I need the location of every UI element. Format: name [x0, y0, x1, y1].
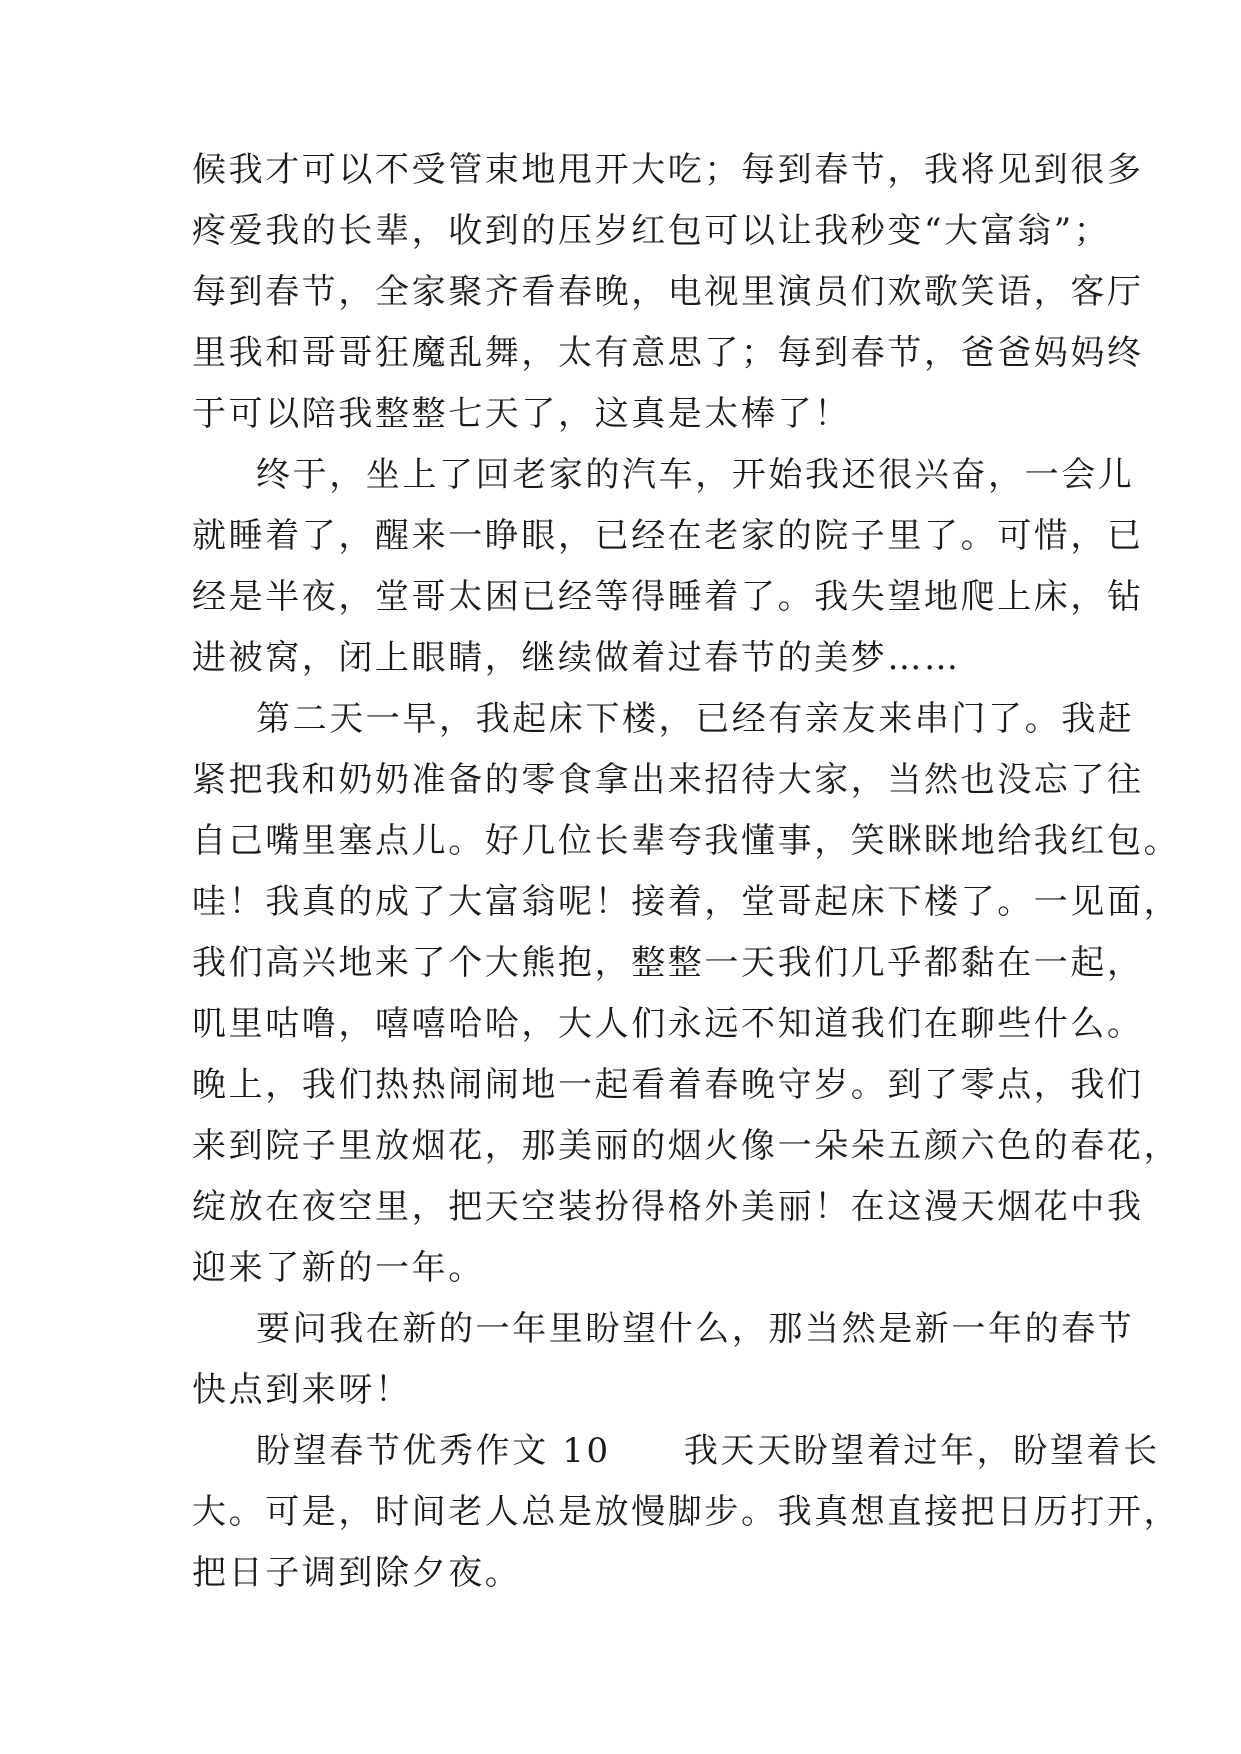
text-line: 叽里咕噜，嘻嘻哈哈，大人们永远不知道我们在聊些什么。 — [192, 1004, 1144, 1044]
paragraph-start-line: 盼望春节优秀作文 10 我天天盼望着过年，盼望着长 — [256, 1431, 1160, 1471]
text-line: 每到春节，全家聚齐看春晚，电视里演员们欢歌笑语，客厅 — [192, 272, 1144, 312]
text-line: 迎来了新的一年。 — [192, 1248, 485, 1288]
text-line: 快点到来呀！ — [192, 1370, 412, 1410]
text-line: 于可以陪我整整七天了，这真是太棒了！ — [192, 394, 851, 434]
text-line: 哇！我真的成了大富翁呢！接着，堂哥起床下楼了。一见面， — [192, 882, 1181, 922]
text-line: 进被窝，闭上眼睛，继续做着过春节的美梦…… — [192, 638, 961, 678]
text-line: 把日子调到除夕夜。 — [192, 1553, 522, 1593]
text-line: 紧把我和奶奶准备的零食拿出来招待大家，当然也没忘了往 — [192, 760, 1144, 800]
text-line: 候我才可以不受管束地甩开大吃；每到春节，我将见到很多 — [192, 150, 1144, 190]
paragraph-start-line: 要问我在新的一年里盼望什么，那当然是新一年的春节 — [256, 1309, 1135, 1349]
text-line: 大。可是，时间老人总是放慢脚步。我真想直接把日历打开， — [192, 1492, 1181, 1532]
text-line: 经是半夜，堂哥太困已经等得睡着了。我失望地爬上床，钻 — [192, 577, 1144, 617]
text-line: 我们高兴地来了个大熊抱，整整一天我们几乎都黏在一起， — [192, 943, 1144, 983]
text-line: 自己嘴里塞点儿。好几位长辈夸我懂事，笑眯眯地给我红包。 — [192, 821, 1181, 861]
text-line: 晚上，我们热热闹闹地一起看着春晚守岁。到了零点，我们 — [192, 1065, 1144, 1105]
text-line: 里我和哥哥狂魔乱舞，太有意思了；每到春节，爸爸妈妈终 — [192, 333, 1144, 373]
text-line: 绽放在夜空里，把天空装扮得格外美丽！在这漫天烟花中我 — [192, 1187, 1144, 1227]
text-line: 来到院子里放烟花，那美丽的烟火像一朵朵五颜六色的春花， — [192, 1126, 1181, 1166]
text-line: 疼爱我的长辈，收到的压岁红包可以让我秒变“大富翁”； — [192, 211, 1111, 251]
paragraph-start-line: 终于，坐上了回老家的汽车，开始我还很兴奋，一会儿 — [256, 455, 1135, 495]
paragraph-start-line: 第二天一早，我起床下楼，已经有亲友来串门了。我赶 — [256, 699, 1135, 739]
text-line: 就睡着了，醒来一睁眼，已经在老家的院子里了。可惜，已 — [192, 516, 1144, 556]
